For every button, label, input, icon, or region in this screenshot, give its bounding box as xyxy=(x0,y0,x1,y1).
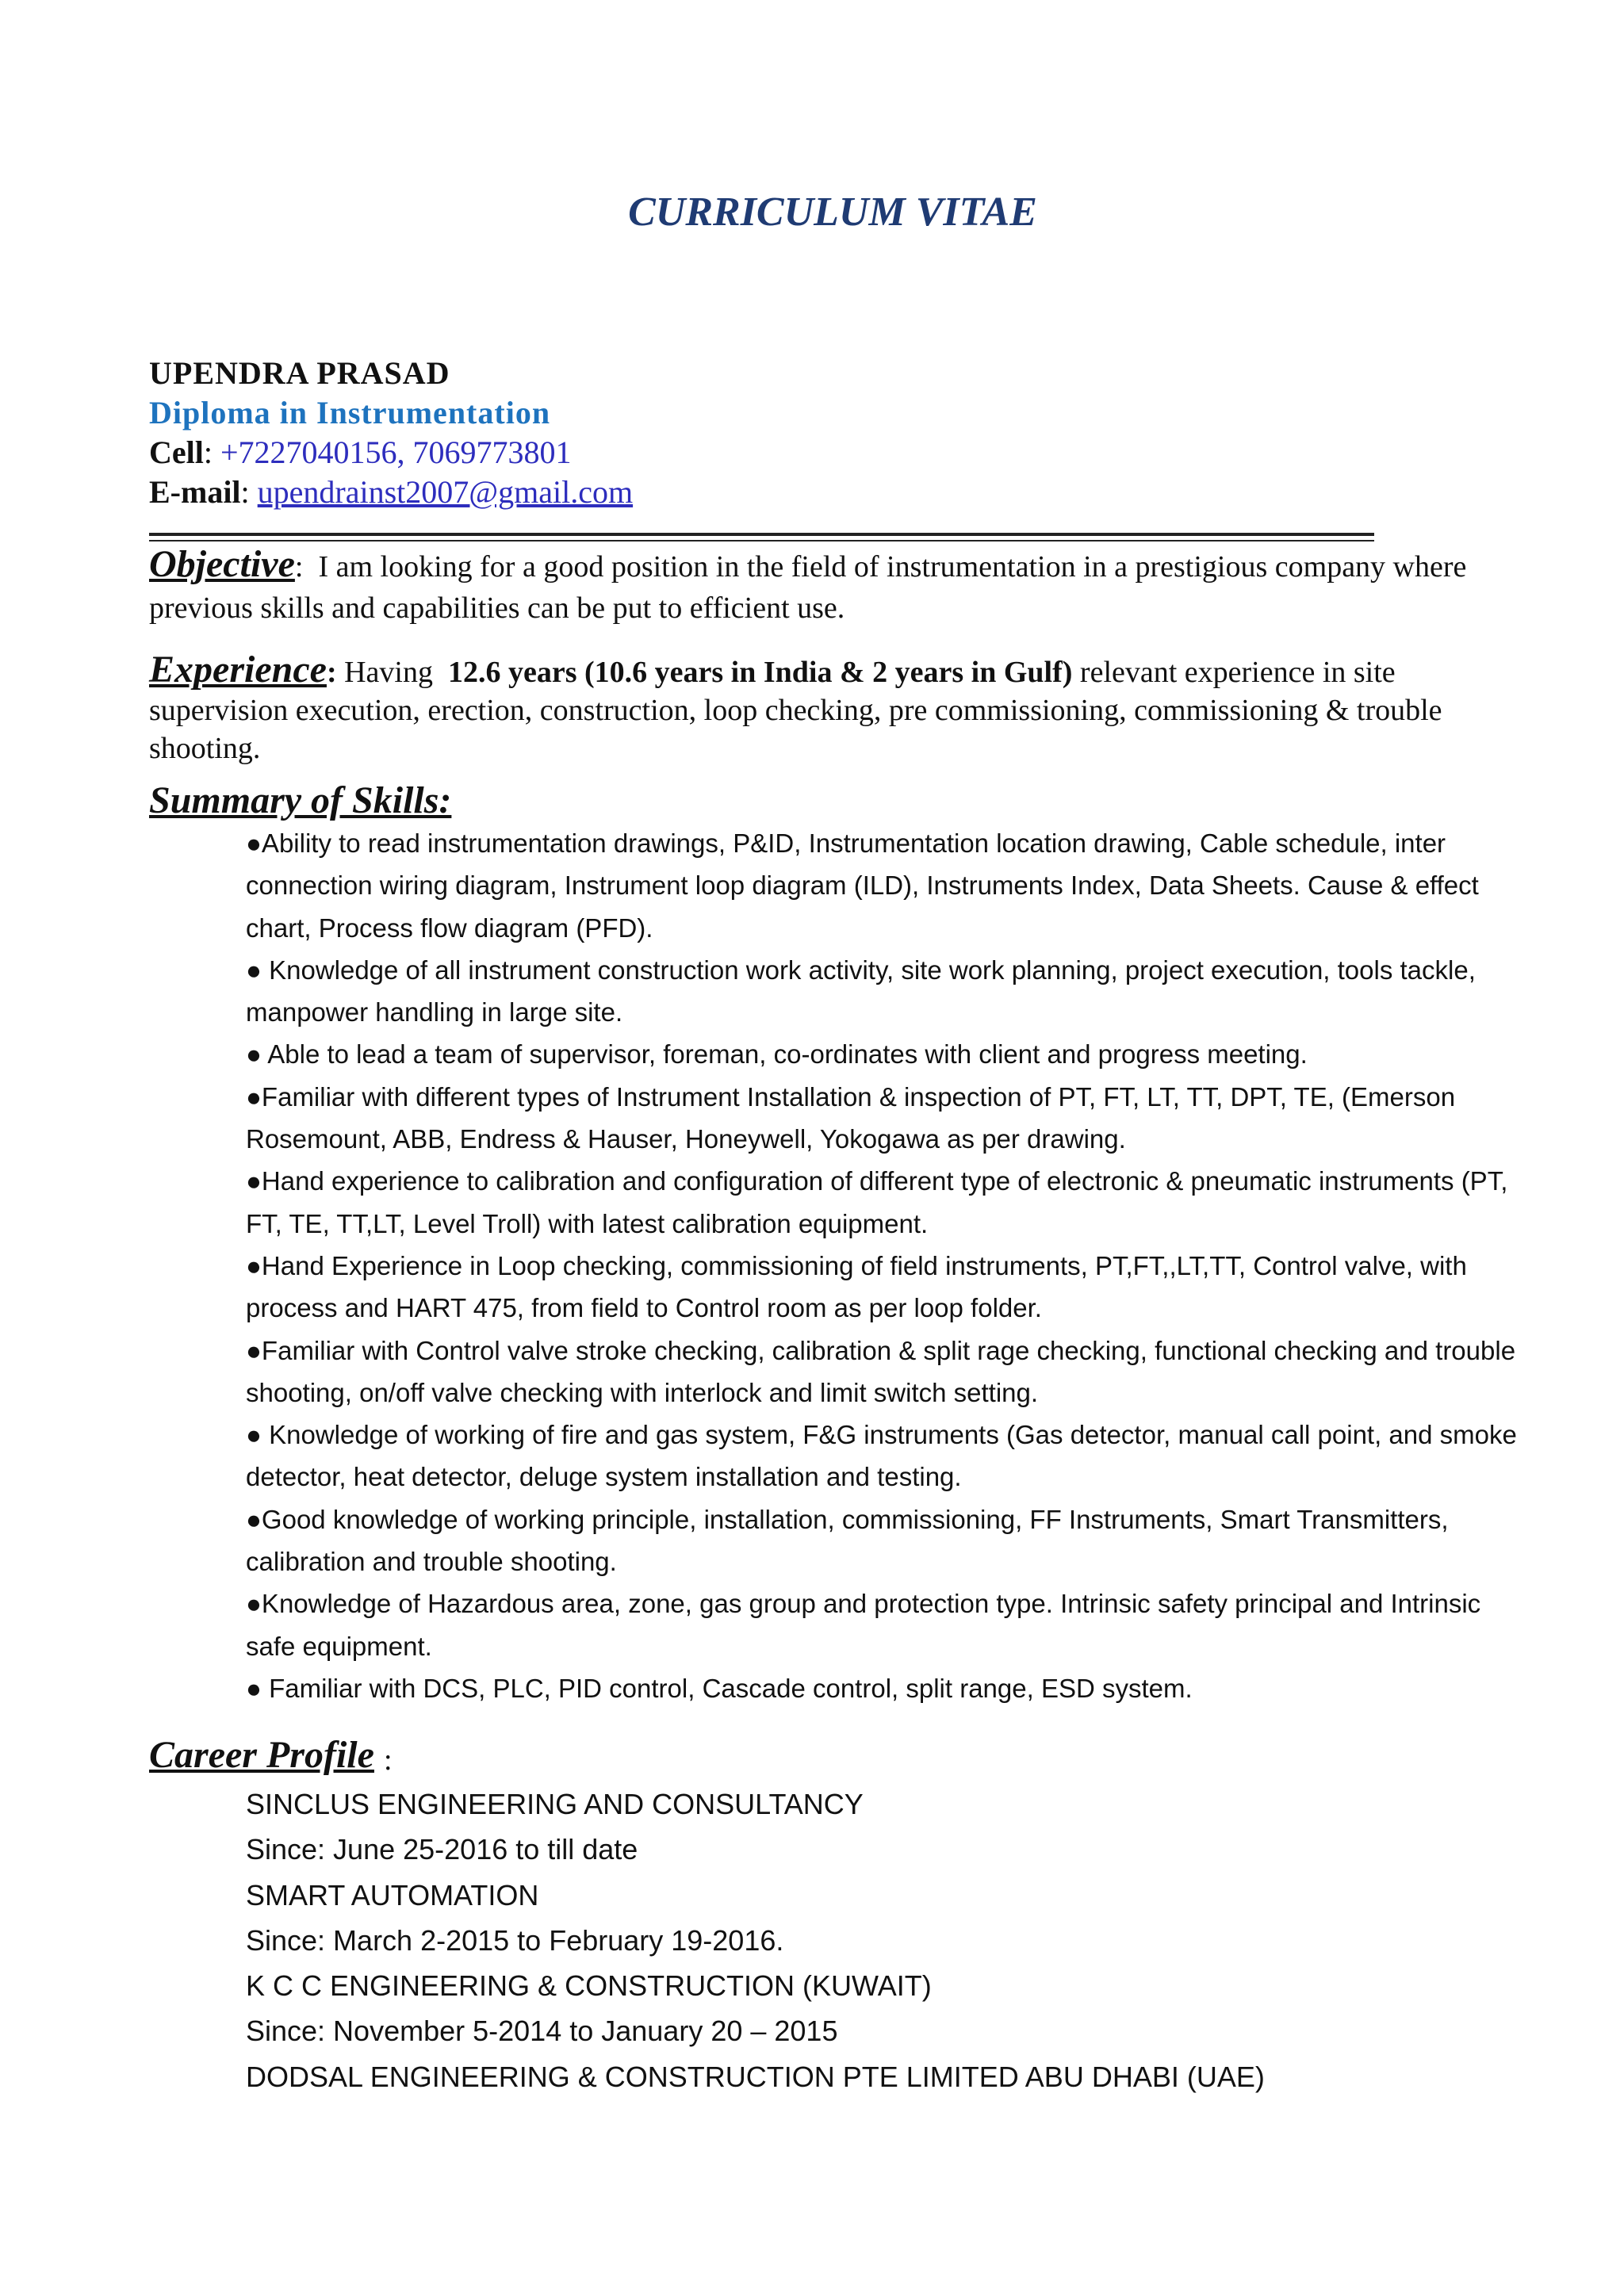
skills-heading: Summary of Skills: xyxy=(149,779,452,821)
contact-cell: Cell: +7227040156, 7069773801 xyxy=(149,434,572,470)
cell-label: Cell xyxy=(149,434,204,470)
skills-list xyxy=(246,822,1530,1709)
document-title: CURRICULUM VITAE xyxy=(628,189,1037,235)
skill-item: ● Able to lead a team of supervisor, foreman, co-ordinates with client and progress meeting. xyxy=(246,1039,1308,1070)
header-divider-thin xyxy=(149,540,1374,541)
career-company: K C C ENGINEERING & CONSTRUCTION (KUWAIT) xyxy=(246,1969,932,2003)
objective-text: I am looking for a good position in the field of instrumentation in a prestigious company where previous skills and capabilities can be put to efficient use. xyxy=(149,550,1467,625)
skill-item: ●Knowledge of Hazardous area, zone, gas group and protection type. Intrinsic safety principal and Intrinsic safe equipment. xyxy=(246,1589,1481,1661)
candidate-name: UPENDRA PRASAD xyxy=(149,355,450,391)
career-dates: Since: March 2-2015 to February 19-2016. xyxy=(246,1923,784,1957)
career-company: SINCLUS ENGINEERING AND CONSULTANCY xyxy=(246,1788,864,1820)
email-link[interactable]: upendrainst2007@gmail.com xyxy=(257,474,634,510)
header-divider xyxy=(149,533,1374,536)
career-heading: Career Profile xyxy=(149,1734,374,1776)
objective-section: Objective: I am looking for a good position in the field of instrumentation in a prestigious company where previous skills and capabilities can be put to efficient use. xyxy=(149,543,1467,625)
career-dates: Since: November 5-2014 to January 20 – 2015 xyxy=(246,2015,838,2048)
experience-heading: Experience xyxy=(149,649,327,691)
candidate-degree: Diploma in Instrumentation xyxy=(149,395,551,430)
career-company: DODSAL ENGINEERING & CONSTRUCTION PTE LIMITED ABU DHABI (UAE) xyxy=(246,2060,1265,2093)
experience-lead: Having xyxy=(344,656,433,689)
email-label: E-mail xyxy=(149,474,241,510)
skill-item: ●Familiar with Control valve stroke checking, calibration & split rage checking, functional checking and trouble shooting, on/off valve checking with interlock and limit switch setting. xyxy=(246,1335,1516,1407)
career-dates: Since: June 25-2016 to till date xyxy=(246,1833,638,1866)
skill-item: ● Knowledge of working of fire and gas system, F&G instruments (Gas detector, manual call point, and smoke detector, heat detector, deluge system installation and testing. xyxy=(246,1420,1517,1492)
career-company: SMART AUTOMATION xyxy=(246,1878,539,1911)
experience-highlight: 12.6 years (10.6 years in India & 2 years in Gulf) xyxy=(447,656,1073,689)
skill-item: ●Good knowledge of working principle, installation, commissioning, FF Instruments, Smart Transmitters, calibration and trouble shooting. xyxy=(246,1504,1449,1577)
skill-item: ●Ability to read instrumentation drawings, P&ID, Instrumentation location drawing, Cable schedule, inter connection wiring diagram, Instrument loop diagram (ILD), Instruments Index, Data Sheets. Cause & effect chart, Process flow diagram (PFD). xyxy=(246,828,1479,943)
career-heading-colon: : xyxy=(384,1743,393,1777)
contact-email: E-mail: upendrainst2007@gmail.com xyxy=(149,474,634,510)
skill-item: ● Familiar with DCS, PLC, PID control, Cascade control, split range, ESD system. xyxy=(246,1673,1193,1703)
skill-item: ●Hand Experience in Loop checking, commissioning of field instruments, PT,FT,,LT,TT, Control valve, with process and HART 475, from field to Control room as per loop folder. xyxy=(246,1250,1467,1323)
experience-text: relevant experience in site supervision execution, erection, construction, loop checking, pre commissioning, commissioning & trouble shooting. xyxy=(149,656,1442,765)
skill-item: ●Familiar with different types of Instrument Installation & inspection of PT, FT, LT, TT, DPT, TE, (Emerson Rosemount, ABB, Endress & Hauser, Honeywell, Yokogawa as per drawing. xyxy=(246,1081,1456,1154)
objective-heading: Objective xyxy=(149,543,295,585)
skill-item: ● Knowledge of all instrument construction work activity, site work planning, project execution, tools tackle, manpower handling in large site. xyxy=(246,955,1476,1027)
cell-value: +7227040156, 7069773801 xyxy=(220,434,572,470)
skill-item: ●Hand experience to calibration and configuration of different type of electronic & pneumatic instruments (PT, FT, TE, TT,LT, Level Troll) with latest calibration equipment. xyxy=(246,1166,1508,1238)
experience-section: Experience: Having 12.6 years (10.6 years in India & 2 years in Gulf) relevant experience in site supervision execution, erection, construction, loop checking, pre commissioning, commissioning & trouble shooting. xyxy=(149,649,1442,765)
career-list xyxy=(246,1781,1265,2099)
